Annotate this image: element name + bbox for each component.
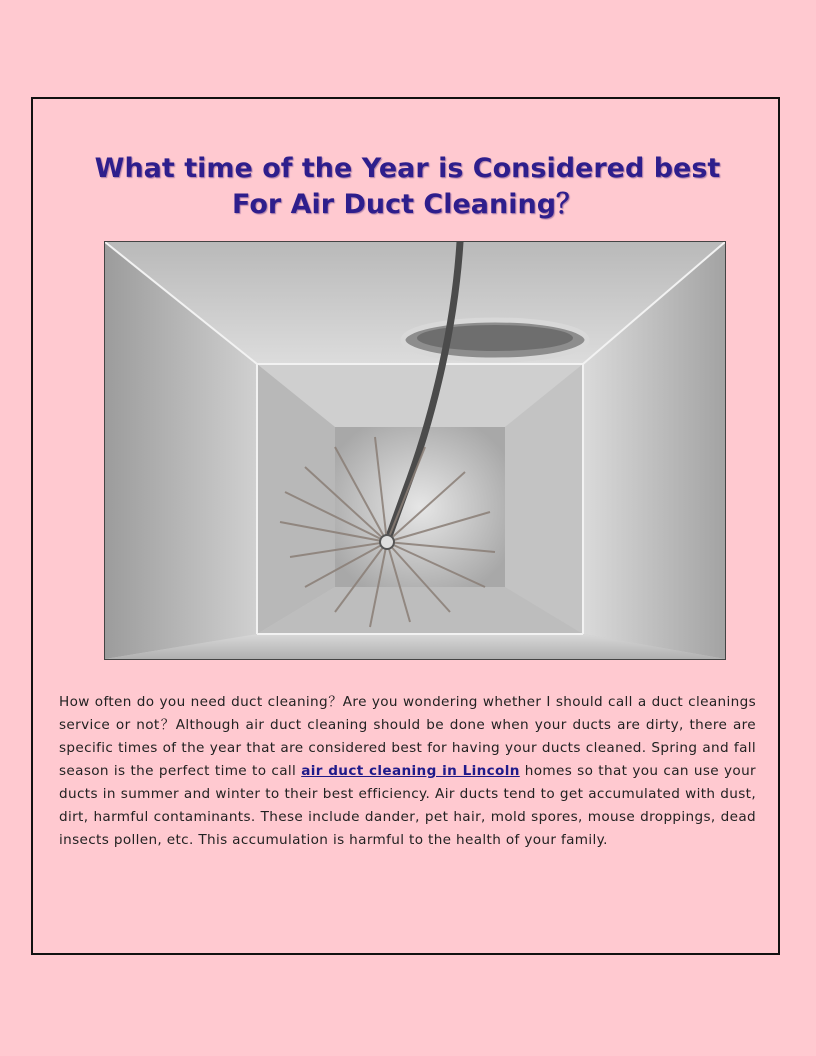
air-duct-cleaning-link[interactable]: air duct cleaning in Lincoln — [301, 763, 520, 779]
paragraph-text-after-link: homes so that you can use your ducts in summer and winter to their best efficiency. Air ducts tend to get accumulated with dust, dirt, harmful contaminants. These include dander, pet hair, mold spores, mouse droppings, dead insects pollen, etc. This accumulation is harmful to the health of your family. — [59, 763, 756, 848]
duct-cleaning-photo — [104, 241, 726, 660]
page-frame — [31, 97, 780, 955]
body-paragraph — [59, 691, 756, 852]
duct-illustration — [105, 242, 725, 659]
page-title: What time of the Year is Considered best For Air Duct Cleaning？ — [94, 153, 721, 220]
paragraph-text-before-link: How often do you need duct cleaning？Are you wondering whether I should call a duct cleanings service or not？Although air duct cleaning should be done when your ducts are dirty, there are specific times of the year that are considered best for having your ducts cleaned. Spring and fall season is the perfect time to call — [59, 694, 756, 779]
